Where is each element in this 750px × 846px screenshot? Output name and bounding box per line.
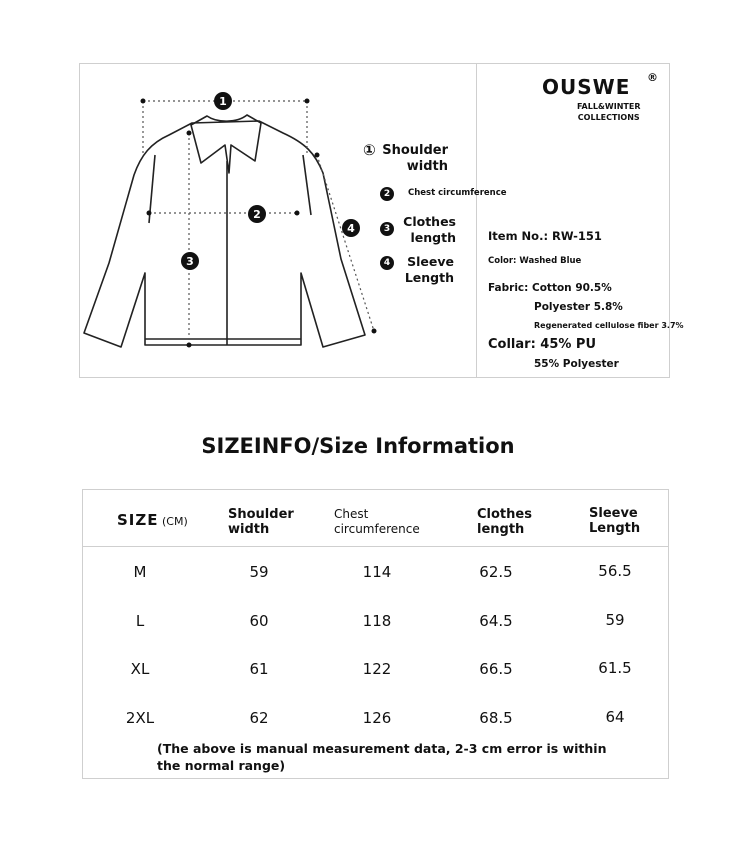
row-xl-sleeve: 61.5 [598,659,632,677]
legend-1-prefix: ① [363,141,376,159]
table-header-divider [82,546,669,547]
header-shoulder: Shoulder width [228,507,294,537]
row-m-chest: 114 [362,563,392,581]
row-2xl-length: 68.5 [479,709,513,727]
brand-registered-mark: ® [647,71,658,84]
collar-composition-2: 55% Polyester [534,358,619,370]
row-2xl-sleeve: 64 [605,708,625,726]
legend-3-badge: 3 [380,222,394,236]
legend-3-text: Clothes length [403,214,456,245]
marker-1-label: 1 [219,95,227,108]
marker-3-label: 3 [186,255,194,268]
panel-divider [476,63,477,378]
legend-2-text: Chest circumference [408,188,507,198]
header-chest: Chest circumference [334,507,420,536]
row-l-shoulder: 60 [249,612,269,630]
row-2xl-size: 2XL [125,709,155,727]
header-sleeve: Sleeve Length [589,506,641,536]
row-l-sleeve: 59 [605,611,625,629]
fabric-composition: Fabric: Cotton 90.5% [488,282,612,294]
item-color: Color: Washed Blue [488,256,582,266]
fabric-composition-3: Regenerated cellulose fiber 3.7% [534,321,684,330]
collar-composition: Collar: 45% PU [488,337,597,352]
row-l-size: L [135,612,145,630]
row-m-length: 62.5 [479,563,513,581]
jacket-body [84,121,365,347]
marker-4-label: 4 [347,222,355,235]
legend-4-text: Sleeve Length [404,254,454,285]
row-l-chest: 118 [362,612,392,630]
size-info-title: SIZEINFO/Size Information [201,434,515,458]
brand-tagline: FALL&WINTER COLLECTIONS [577,102,641,122]
jacket-collar [191,115,261,173]
marker-2-label: 2 [253,208,261,221]
row-m-sleeve: 56.5 [598,562,632,580]
header-length: Clothes length [477,507,532,537]
row-m-shoulder: 59 [249,563,269,581]
header-size: SIZE (CM) [117,511,188,529]
legend-2-badge: 2 [380,187,394,201]
row-xl-length: 66.5 [479,660,513,678]
jacket-illustration [79,63,399,378]
measurement-note: (The above is manual measurement data, 2-3 cm error is within the normal range) [157,741,607,773]
legend-1-text: Shoulder width [382,143,448,174]
row-xl-size: XL [130,660,150,678]
row-xl-shoulder: 61 [249,660,269,678]
fabric-composition-2: Polyester 5.8% [534,301,623,313]
item-number: Item No.: RW-151 [488,229,602,243]
brand-logo: OUSWE [542,75,631,99]
row-xl-chest: 122 [362,660,392,678]
legend-4-badge: 4 [380,256,394,270]
row-l-length: 64.5 [479,612,513,630]
row-2xl-shoulder: 62 [249,709,269,727]
row-2xl-chest: 126 [362,709,392,727]
row-m-size: M [133,563,147,581]
